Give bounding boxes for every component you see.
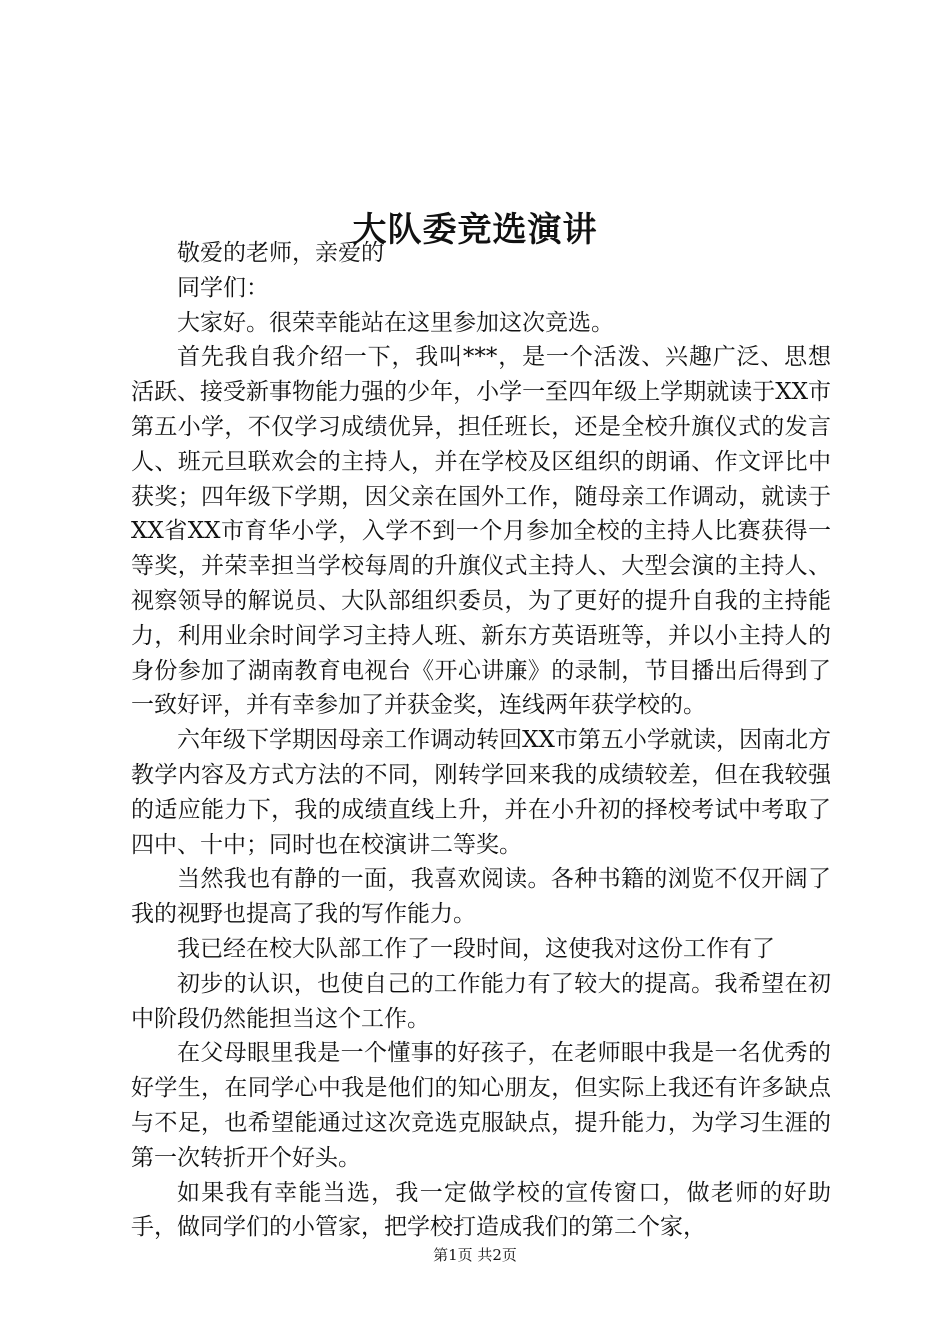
paragraph-work-experience: 我已经在校大队部工作了一段时间，这使我对这份工作有了 <box>177 935 775 962</box>
paragraph-transfer: 六年级下学期因母亲工作调动转回XX市第五小学就读，因南北方教学内容及方式方法的不同，刚转学回来我的成绩较差，但在我较强的适应能力下，我的成绩直线上升，并在小升初的择校考试中考取了四中、十中；同时也在校演讲二等奖。 <box>131 727 831 858</box>
paragraph-greeting-1: 敬爱的老师，亲爱的 <box>177 240 384 266</box>
paragraph-promise: 如果我有幸能当选，我一定做学校的宣传窗口，做老师的好助手，做同学们的小管家，把学校打造成我们的第二个家， <box>131 1179 831 1241</box>
paragraph-greeting-2: 同学们： <box>177 274 269 301</box>
paragraph-opening: 大家好。很荣幸能站在这里参加这次竞选。 <box>177 309 614 336</box>
paragraph-reading: 当然我也有静的一面，我喜欢阅读。各种书籍的浏览不仅开阔了我的视野也提高了我的写作能力。 <box>131 866 831 928</box>
document-title: 大队委竞选演讲 <box>352 209 598 250</box>
document-body <box>131 236 831 1245</box>
paragraph-self-introduction: 首先我自我介绍一下，我叫***，是一个活泼、兴趣广泛、思想活跃、接受新事物能力强的少年，小学一至四年级上学期就读于XX市第五小学，不仅学习成绩优异，担任班长，还是全校升旗仪式的发言人、班元旦联欢会的主持人，并在学校及区组织的朗诵、作文评比中获奖；四年级下学期，因父亲在国外工作，随母亲工作调动，就读于XX省XX市育华小学，入学不到一个月参加全校的主持人比赛获得一等奖，并荣幸担当学校每周的升旗仪式主持人、大型会演的主持人、视察领导的解说员、大队部组织委员，为了更好的提升自我的主持能力，利用业余时间学习主持人班、新东方英语班等，并以小主持人的身份参加了湖南教育电视台《开心讲廉》的录制，节目播出后得到了一致好评，并有幸参加了并获金奖，连线两年获学校的。 <box>131 344 831 719</box>
paragraph-understanding: 初步的认识，也使自己的工作能力有了较大的提高。我希望在初中阶段仍然能担当这个工作。 <box>131 970 831 1032</box>
page-number: 第1页 共2页 <box>433 1246 517 1264</box>
paragraph-self-evaluation: 在父母眼里我是一个懂事的好孩子，在老师眼中我是一名优秀的好学生，在同学心中我是他们的知心朋友，但实际上我还有许多缺点与不足，也希望能通过这次竞选克服缺点，提升能力，为学习生涯的第一次转折开个好头。 <box>131 1040 831 1171</box>
